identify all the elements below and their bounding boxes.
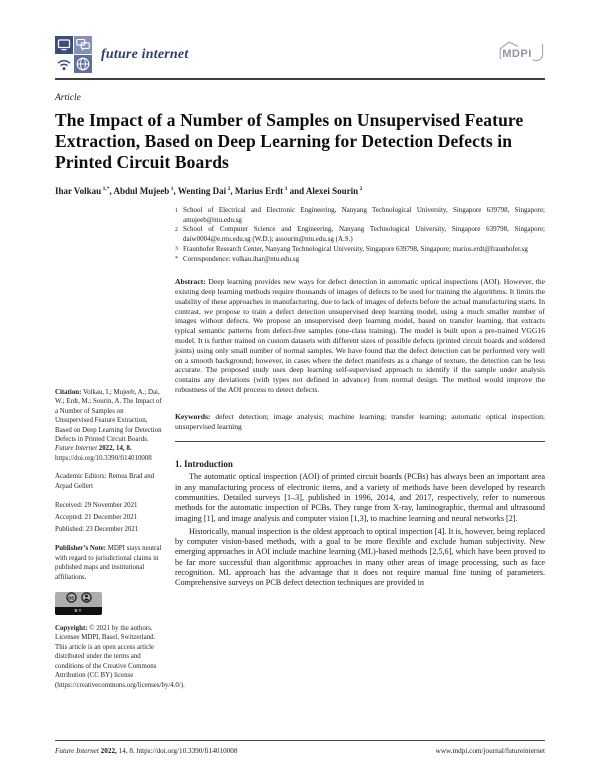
sidebar: [55, 388, 185, 690]
author: Marius Erdt $^3$ and: [234, 186, 306, 196]
author: Abdul Mujeeb $^1$,: [113, 186, 178, 196]
svg-text:cc: cc: [67, 595, 74, 602]
header-divider: [55, 78, 545, 80]
affiliation-item: [175, 245, 545, 255]
authors-line: [55, 186, 545, 196]
journal-name: future internet: [101, 46, 189, 62]
abstract: Abstract: Deep learning provides new ways for defect detection in automatic optical inspections (AOI). However, the existing deep learning methods require thousands of images of defects to be used for training the algorithms. It limits the usability of these approaches in manufacturing, due to lack of images of defects before the actual manufacturing starts. In contrast, we propose to train a defect detection unsupervised deep learning model, using a much smaller number of images without defects. We propose an unsupervised deep learning model, based on transfer learning, that extracts typical semantic patterns from defect-free samples (one-class training). The model is built upon a pre-trained VGG16 model. It is further trained on custom datasets with different sizes of possible defects (printed circuit boards and soldered joints) using only small number of normal samples. We have found that the defect detection can be performed very well on a smooth background; however, in cases where the defect manifests as a change of texture, the detection can be less accurate. The proposed study uses deep learning self-supervised approach to identify if the sample under analysis contains any deviations (with types not defined in advance) from normal design. The method would improve the robustness of the AOI process to detect defects.: [175, 277, 545, 394]
copyright-block: Copyright: © 2021 by the authors. Licensee MDPI, Basel, Switzerland. This article is an open access article distributed under the terms and conditions of the Creative Commons Attribution (CC BY) license (https://creativecommons.org/licenses/by/4.0/).: [55, 625, 185, 689]
journal-header: [55, 36, 545, 73]
affiliation-text: School of Computer Science and Engineering, Nanyang Technological University, Singapore 639798, Singapore; daiw0004@e.ntu.edu.sg (W.D.); assourin@ntu.edu.sg (A.S.): [183, 225, 545, 244]
keywords-label: Keywords:: [175, 411, 211, 421]
footer-citation: Future Internet 2022, 14, 8. https://doi.org/10.3390/fi14010008: [55, 747, 238, 755]
keywords: Keywords: defect detection; image analysis; machine learning; transfer learning; automatic optical inspection; unsupervised learning: [175, 411, 545, 431]
author: Ihar Volkau $^{1,*}$,: [55, 186, 114, 196]
citation-doi-link[interactable]: https://doi.org/10.3390/fi14010008: [55, 454, 152, 462]
section-heading-introduction: 1. Introduction: [175, 459, 233, 470]
wifi-icon: [55, 55, 73, 73]
affiliation-item: [175, 206, 545, 225]
affiliation-text: Fraunhofer Research Center, Nanyang Technological University, Singapore 639798, Singapore; marius.erdt@fraunhofer.sg: [183, 244, 528, 253]
cc-icon: [66, 592, 77, 606]
introduction-body: [175, 472, 545, 588]
publishers-note-block: Publisher’s Note: MDPI stays neutral with regard to jurisdictional claims in published maps and institutional affiliations.: [55, 545, 162, 581]
history-date-line: Published: 23 December 2021: [55, 525, 139, 533]
academic-editors-block: Academic Editors: Remus Brad and Arpad Gellert: [55, 473, 155, 490]
affiliation-marker: 2: [175, 226, 178, 233]
affiliation-marker: *: [175, 256, 178, 263]
by-person-icon: [81, 592, 92, 606]
history-dates-block: [55, 500, 162, 535]
page-footer: [55, 740, 545, 755]
future-internet-logo-icon: [55, 36, 92, 73]
citation-block: Citation: Volkau, I.; Mujeeb, A.; Dai, W.; Erdt, M.; Sourin, A. The Impact of a Number of Samples on Unsupervised Feature Extraction, Based on Deep Learning for Detection Defects in Printed Circuit Boards. Future Internet 2022, 14, 8. https://doi.org/10.3390/fi14010008: [55, 389, 162, 462]
chat-bubbles-icon: [74, 36, 92, 54]
abstract-label: Abstract:: [175, 277, 206, 287]
history-date-line: Received: 29 November 2021: [55, 502, 138, 510]
affiliations-list: [175, 206, 545, 264]
citation-label: Citation:: [55, 389, 82, 396]
affiliation-marker: 1: [175, 207, 178, 214]
globe-icon: [74, 55, 92, 73]
article-type-label: Article: [55, 93, 81, 103]
footer-journal-url[interactable]: www.mdpi.com/journal/futureinternet: [435, 747, 545, 755]
affiliation-text: School of Electrical and Electronic Engineering, Nanyang Technological University, Singapore 639798, Singapore; amujeeb@ntu.edu.sg: [183, 206, 545, 224]
cc-by-license-badge[interactable]: [55, 592, 102, 615]
paper-title: The Impact of a Number of Samples on Unsupervised Feature Extraction, Based on Deep Learning for Detection Defects in Printed Circuit Boards: [55, 110, 524, 172]
monitor-icon: [55, 36, 73, 54]
body-paragraph: Historically, manual inspection is the oldest approach to optical inspection [4]. It is, however, being replaced by computer vision-based methods, with a goal to be more flexible and exclude human subjectivity. New emerging approaches in AOI include machine learning (ML)-based methods [2,5,6], which have been proved to be far more successful than algorithmic approaches in many other areas of image processing, such as face recognition. ML approach has the advantage that it does not require manual fine tuning of parameters. Comprehensive surveys on PCB defect detection techniques are provided in: [175, 526, 545, 588]
cc-bar-label: BY: [55, 607, 102, 615]
keywords-divider: [175, 441, 545, 442]
mdpi-logo: [497, 40, 545, 69]
journal-logo: [55, 36, 188, 73]
svg-text:MDPI: MDPI: [502, 48, 532, 61]
author: Alexei Sourin $^2$: [305, 186, 363, 196]
history-date-line: Accepted: 21 December 2021: [55, 513, 138, 521]
affiliation-item: [175, 255, 545, 265]
affiliation-text: Correspondence: volkau.ihar@ntu.edu.sg: [183, 254, 300, 263]
affiliation-item: [175, 225, 545, 244]
body-paragraph: The automatic optical inspection (AOI) of printed circuit boards (PCBs) has always been an important area in any manufacturing process of electronic items, and a variety of methods have been developed by research communities. Detailed surveys [1–3], published in 1996, 2014, and 2017, respectively, refer to numerous methods for the automatic inspection of PCBs. They range from X-ray, laminographic, thermal and ultrasound imaging [1], and image analysis and computer vision [1,3], to machine learning and neural networks [2].: [175, 472, 545, 523]
author: Wenting Dai $^2$,: [177, 186, 235, 196]
affiliation-marker: 3: [175, 246, 178, 253]
